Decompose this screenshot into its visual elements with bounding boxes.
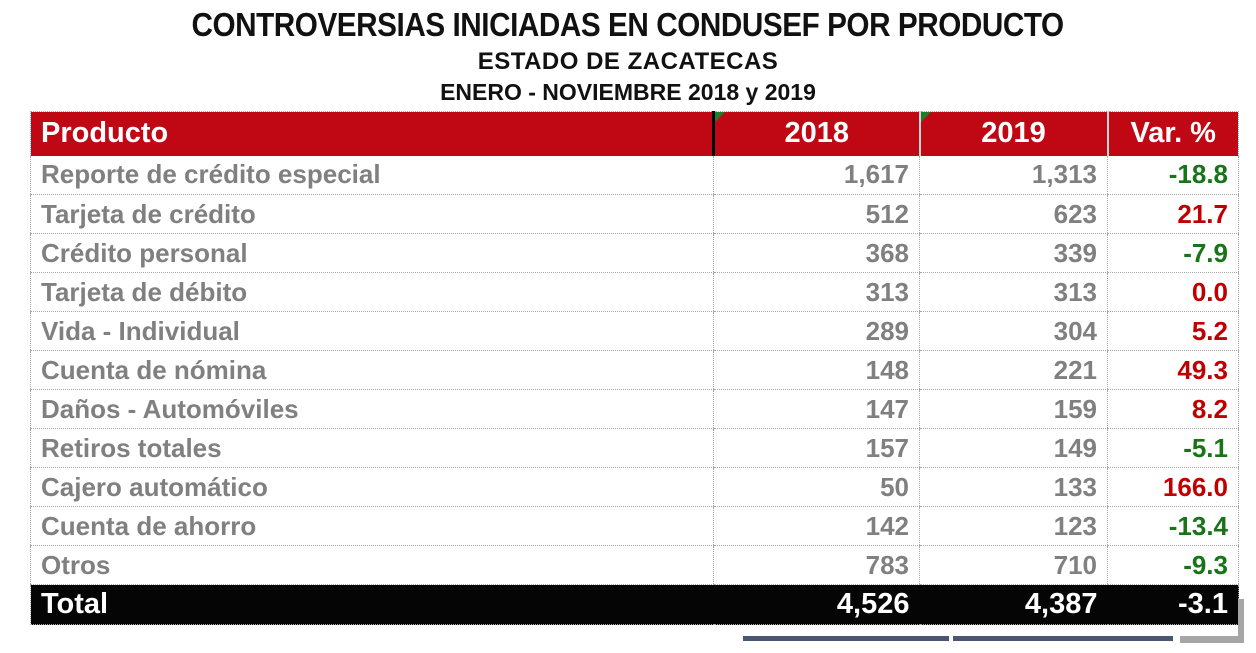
table-row — [31, 546, 1239, 585]
table-row — [31, 429, 1239, 468]
underline-2018-column — [743, 636, 949, 641]
var-pct-cell: 21.7 — [1108, 195, 1239, 234]
product-cell: Crédito personal — [31, 234, 714, 273]
value-2019-cell: 221 — [920, 351, 1108, 390]
report-period: ENERO - NOVIEMBRE 2018 y 2019 — [440, 79, 816, 105]
table-header-row — [31, 112, 1239, 156]
column-header-2019 — [920, 112, 1108, 156]
value-2019-cell: 123 — [920, 507, 1108, 546]
product-cell: Retiros totales — [31, 429, 714, 468]
value-2018-cell: 368 — [714, 234, 920, 273]
total-var-pct-value: -3.1 — [1108, 585, 1239, 625]
page-title-text: CONTROVERSIAS INICIADAS EN CONDUSEF POR PRODUCTO — [191, 6, 1065, 43]
value-2018-cell: 142 — [714, 507, 920, 546]
product-cell: Tarjeta de crédito — [31, 195, 714, 234]
value-2019-cell: 339 — [920, 234, 1108, 273]
var-pct-cell: -7.9 — [1108, 234, 1239, 273]
var-pct-cell: 0.0 — [1108, 273, 1239, 312]
value-2019-cell: 304 — [920, 312, 1108, 351]
var-pct-cell: 5.2 — [1108, 312, 1239, 351]
product-cell: Daños - Automóviles — [31, 390, 714, 429]
var-pct-cell: 8.2 — [1108, 390, 1239, 429]
value-2019-cell: 149 — [920, 429, 1108, 468]
column-header-2018-label: 2018 — [784, 117, 849, 150]
value-2018-cell: 512 — [714, 195, 920, 234]
table-row — [31, 351, 1239, 390]
controversias-table — [30, 111, 1239, 625]
value-2018-cell: 50 — [714, 468, 920, 507]
excel-flag-icon — [715, 112, 725, 122]
value-2018-cell: 783 — [714, 546, 920, 585]
excel-flag-icon — [921, 112, 931, 122]
product-cell: Tarjeta de débito — [31, 273, 714, 312]
column-header-2018 — [714, 112, 920, 156]
var-pct-cell: 166.0 — [1108, 468, 1239, 507]
table-shadow-right — [1238, 599, 1244, 643]
var-pct-cell: -13.4 — [1108, 507, 1239, 546]
value-2019-cell: 313 — [920, 273, 1108, 312]
value-2019-cell: 1,313 — [920, 156, 1108, 195]
table-row — [31, 507, 1239, 546]
value-2019-cell: 133 — [920, 468, 1108, 507]
table-row — [31, 234, 1239, 273]
var-pct-cell: -18.8 — [1108, 156, 1239, 195]
table-row — [31, 156, 1239, 195]
product-cell: Otros — [31, 546, 714, 585]
underline-2019-column — [953, 636, 1173, 641]
product-cell: Cuenta de ahorro — [31, 507, 714, 546]
value-2019-cell: 159 — [920, 390, 1108, 429]
total-2018-value: 4,526 — [714, 585, 920, 625]
column-header-2019-label: 2019 — [981, 117, 1046, 150]
column-header-var-pct: Var. % — [1108, 112, 1239, 156]
table-row — [31, 468, 1239, 507]
var-pct-cell: 49.3 — [1108, 351, 1239, 390]
total-2019-value: 4,387 — [920, 585, 1108, 625]
value-2018-cell: 289 — [714, 312, 920, 351]
product-cell: Reporte de crédito especial — [31, 156, 714, 195]
var-pct-cell: -9.3 — [1108, 546, 1239, 585]
report-titles — [0, 0, 1256, 106]
table-row — [31, 312, 1239, 351]
total-row — [31, 585, 1239, 625]
table-row — [31, 390, 1239, 429]
value-2019-cell: 623 — [920, 195, 1108, 234]
page-subtitle: ESTADO DE ZACATECAS — [477, 48, 779, 75]
value-2018-cell: 313 — [714, 273, 920, 312]
value-2018-cell: 157 — [714, 429, 920, 468]
value-2019-cell: 710 — [920, 546, 1108, 585]
table-shadow-bottom — [1180, 636, 1243, 643]
product-cell: Cajero automático — [31, 468, 714, 507]
value-2018-cell: 148 — [714, 351, 920, 390]
total-label: Total — [31, 585, 714, 625]
column-header-producto: Producto — [31, 112, 714, 156]
table-row — [31, 195, 1239, 234]
value-2018-cell: 147 — [714, 390, 920, 429]
value-2018-cell: 1,617 — [714, 156, 920, 195]
product-cell: Cuenta de nómina — [31, 351, 714, 390]
var-pct-cell: -5.1 — [1108, 429, 1239, 468]
product-cell: Vida - Individual — [31, 312, 714, 351]
table-row — [31, 273, 1239, 312]
page-title — [0, 6, 1256, 44]
